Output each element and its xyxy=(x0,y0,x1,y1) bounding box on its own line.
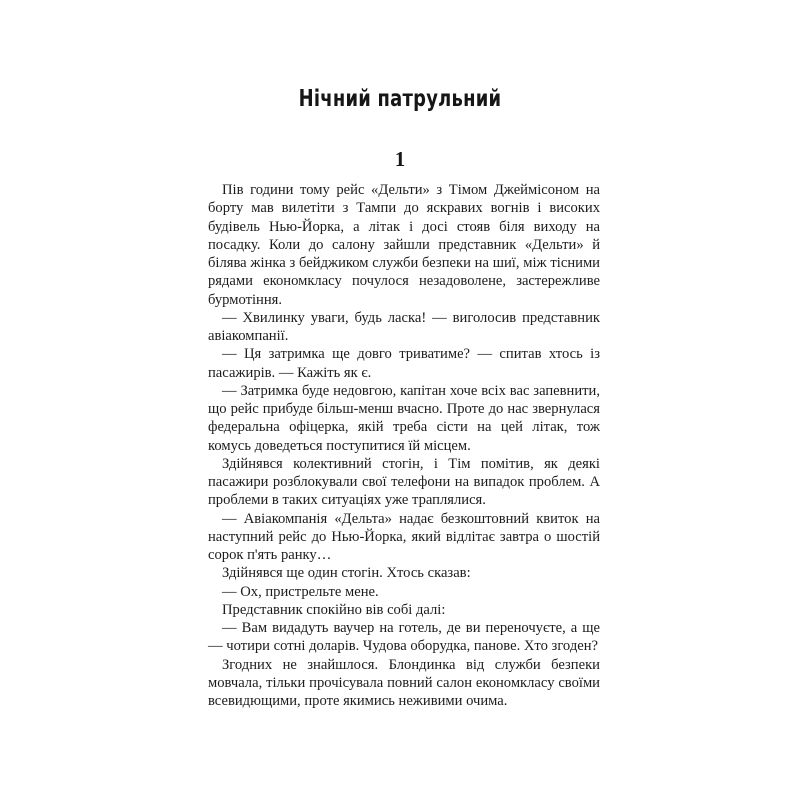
paragraph: — Вам видадуть ваучер на готель, де ви переночуєте, а ще — чотири сотні доларів. Чудова оборудка, панове. Хто згоден? xyxy=(208,620,600,655)
paragraph: Здійнявся ще один стогін. Хтось сказав: xyxy=(222,565,471,582)
paragraph: — Хвилинку уваги, будь ласка! — виголосив представник авіакомпанії. xyxy=(208,309,600,344)
chapter-number: 1 xyxy=(394,147,406,171)
paragraph: — Авіакомпанія «Дельта» надає безкоштовний квиток на наступний рейс до Нью-Йорка, який відлітає завтра о шостій сорок п'ять ранку… xyxy=(208,510,600,563)
body-text xyxy=(208,181,600,710)
paragraph: Представник спокійно вів собі далі: xyxy=(222,601,446,618)
paragraph: — Затримка буде недовгою, капітан хоче всіх вас запевнити, що рейс прибуде більш-менш вчасно. Проте до нас звернулася федеральна офіцерка, якій треба сісти на цей літак, тож комусь доведеться поступитися їй місцем. xyxy=(208,382,600,454)
paragraph: Згодних не знайшлося. Блондинка від служби безпеки мовчала, тільки прочісувала повний салон економкласу своїми всевидющими, проте якимись неживими очима. xyxy=(208,656,600,709)
paragraph: Здійнявся колективний стогін, і Тім помітив, як деякі пасажири розблокували свої телефони на випадок проблем. А проблеми в таких ситуаціях уже траплялися. xyxy=(208,455,600,509)
page-title: Нічний патрульний xyxy=(298,86,502,112)
paragraph: — Ох, пристрельте мене. xyxy=(222,583,379,600)
paragraph: Пів години тому рейс «Дельти» з Тімом Джеймісоном на борту мав вилетіти з Тампи до яскравих вогнів і високих будівель Нью-Йорка, а літак і досі стояв біля виходу на посадку. Коли до салону зайшли представник «Дельти» й білява жінка з бейджиком служби безпеки на шиї, між тісними рядами економкласу почулося незадоволене, застережливе бурмотіння. xyxy=(208,182,600,308)
paragraph: — Ця затримка ще довго триватиме? — спитав хтось із пасажирів. — Кажіть як є. xyxy=(208,346,600,381)
